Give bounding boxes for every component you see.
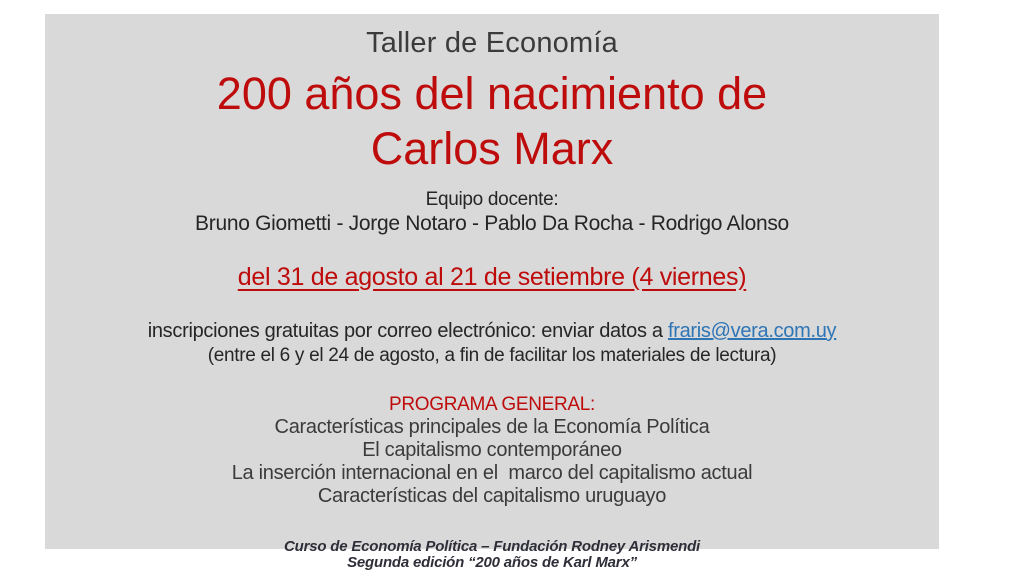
registration-prefix: inscripciones gratuitas por correo electrónico: enviar datos a — [147, 320, 668, 342]
footer-edition-line: Segunda edición “200 años de Karl Marx” — [347, 554, 637, 571]
team-names: Bruno Giometti - Jorge Notaro - Pablo Da Rocha - Rodrigo Alonso — [195, 212, 789, 235]
registration-email-link[interactable]: fraris@vera.com.uy — [667, 320, 837, 342]
program-item: El capitalismo contemporáneo — [362, 439, 622, 461]
footer-course-line: Curso de Economía Política – Fundación Rodney Arismendi — [283, 538, 701, 555]
registration-line — [45, 320, 939, 343]
footer-block — [45, 539, 939, 571]
dates-line: del 31 de agosto al 21 de setiembre (4 viernes) — [237, 263, 747, 291]
program-item: La inserción internacional en el marco del capitalismo actual — [231, 462, 753, 484]
main-title-line2: Carlos Marx — [370, 123, 614, 174]
main-title — [45, 66, 939, 176]
program-item: Características del capitalismo uruguayo — [317, 485, 667, 507]
program-heading: PROGRAMA GENERAL: — [388, 394, 596, 415]
flyer-panel — [45, 14, 939, 571]
main-title-line1: 200 años del nacimiento de — [216, 68, 768, 119]
program-list — [45, 416, 939, 508]
workshop-kicker: Taller de Economía — [366, 27, 618, 59]
registration-note: (entre el 6 y el 24 de agosto, a fin de facilitar los materiales de lectura) — [207, 345, 777, 366]
program-item: Características principales de la Economía Política — [274, 416, 710, 438]
team-label: Equipo docente: — [425, 189, 559, 210]
